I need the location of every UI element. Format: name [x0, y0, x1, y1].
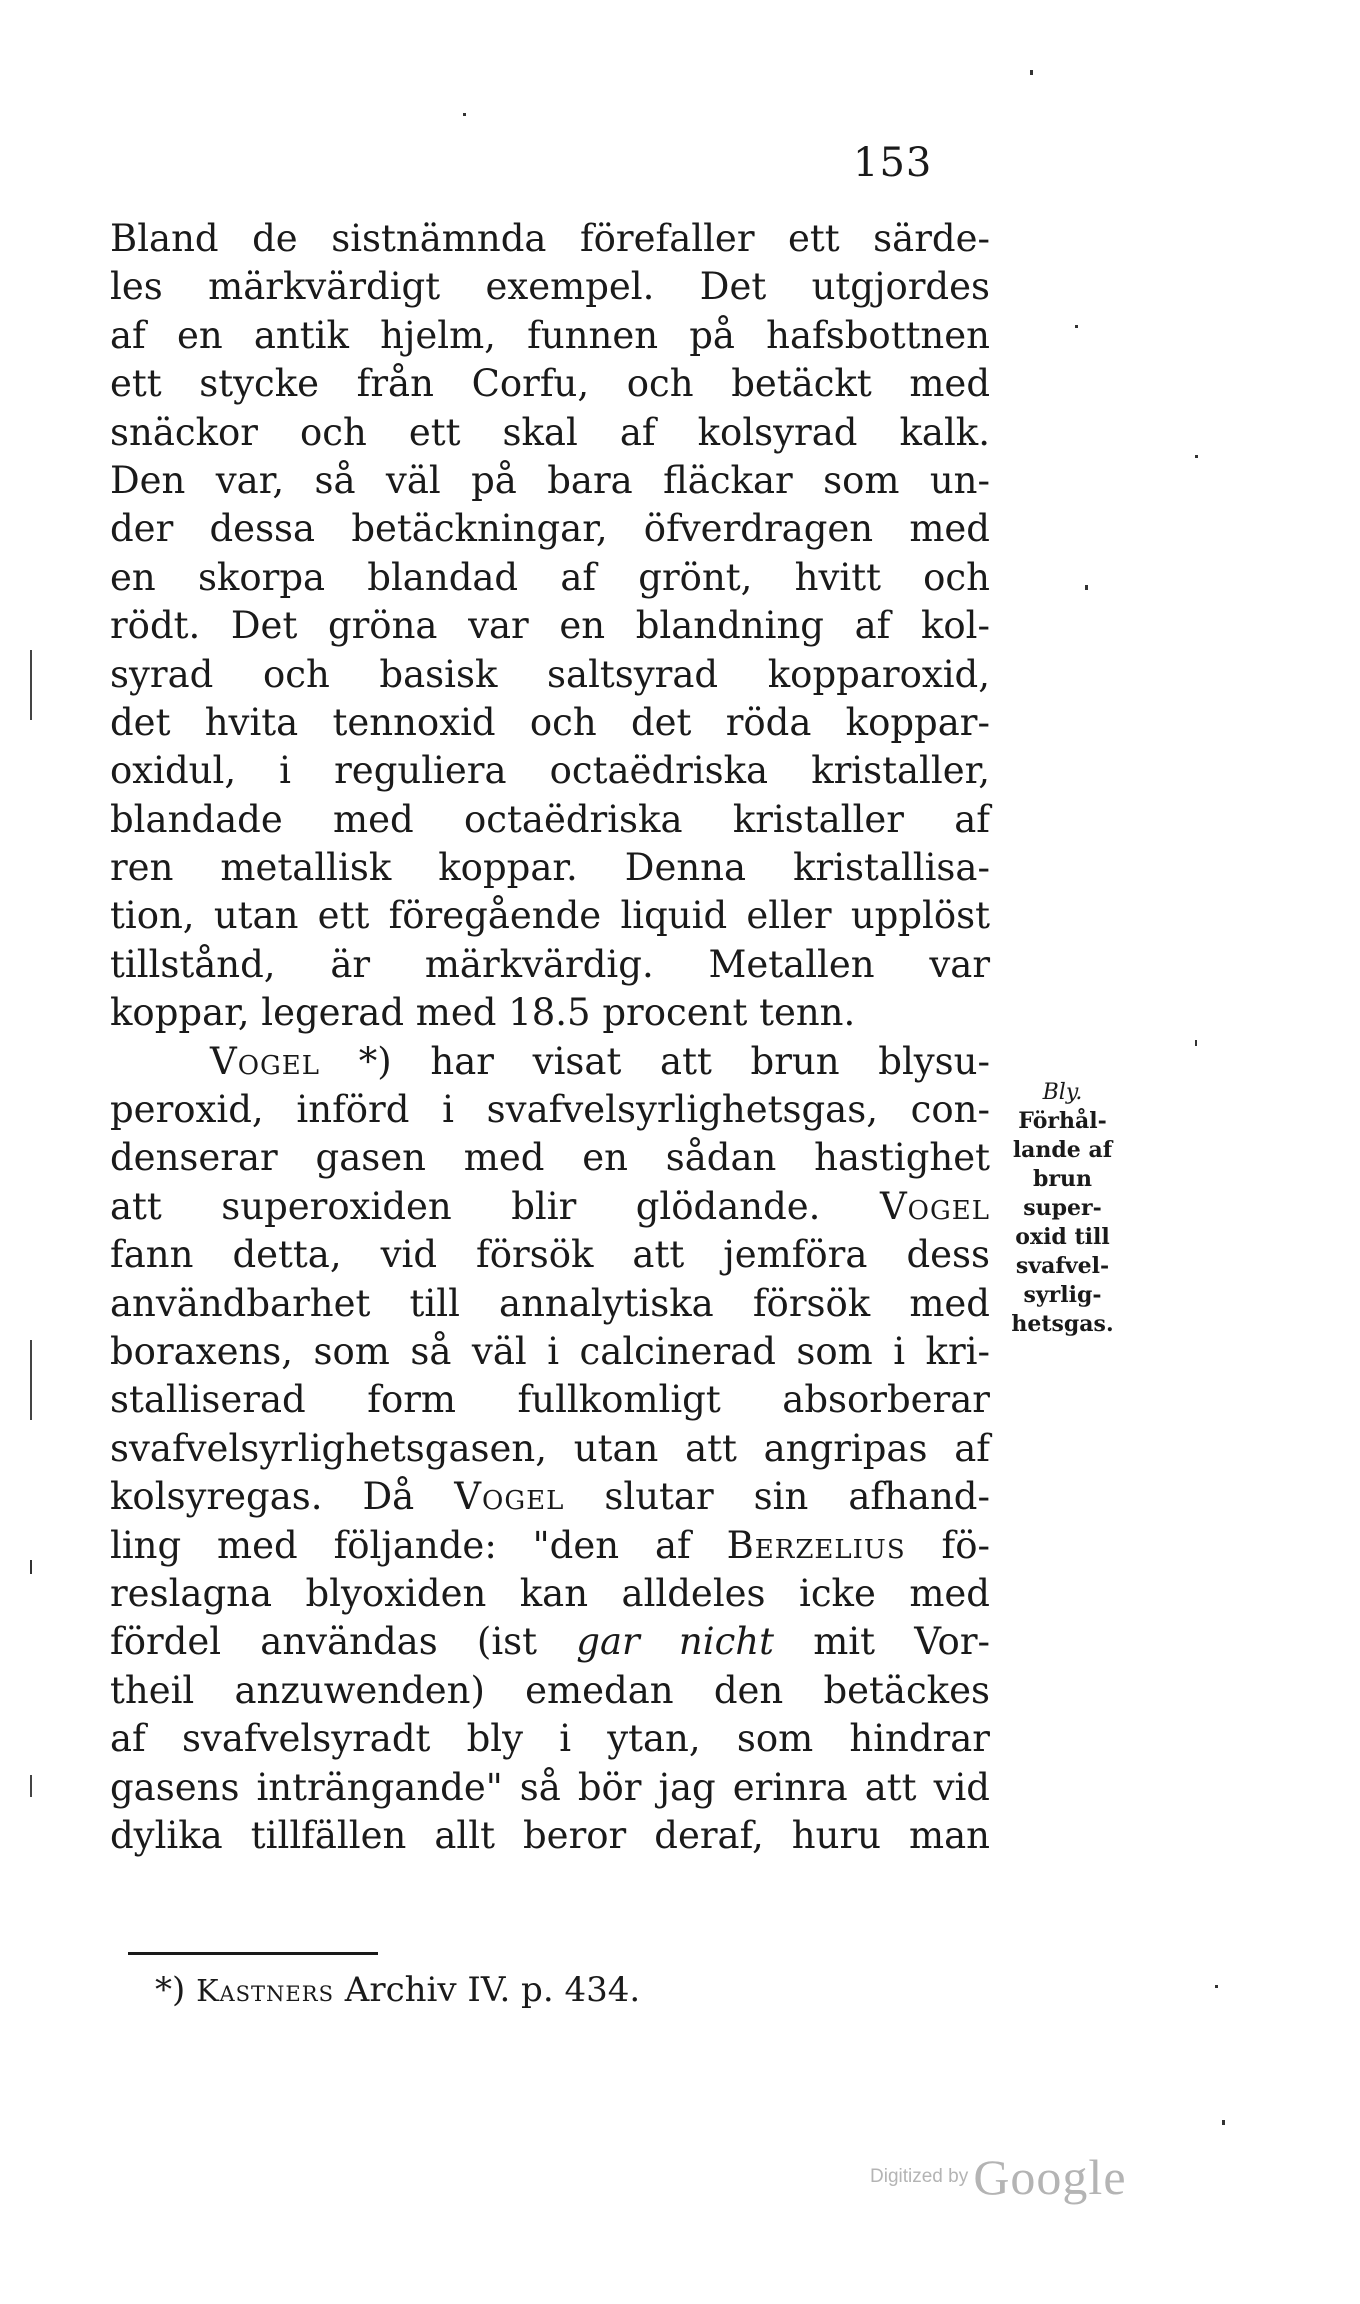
- margin-note-line: oxid till: [1015, 1224, 1110, 1250]
- text-line: Den var, så väl på bara fläckar som un-: [110, 458, 990, 502]
- text-line: blandade med octaëdriska kristaller af: [110, 797, 990, 841]
- text-line: fann detta, vid försök att jemföra dess: [110, 1233, 990, 1277]
- scan-mark: [30, 650, 32, 720]
- margin-note-line: brun: [1033, 1166, 1092, 1192]
- body-text: [110, 215, 990, 1860]
- text-line: [110, 1618, 990, 1666]
- footnote-divider: [128, 1952, 378, 1955]
- text-line: af svafvelsyradt bly i ytan, som hindrar: [110, 1717, 990, 1761]
- text-line: les märkvärdigt exempel. Det utgjordes: [110, 265, 990, 309]
- text-segment: fördel användas (ist: [110, 1620, 538, 1664]
- text-segment: att superoxiden blir glödande.: [110, 1184, 821, 1228]
- text-line: reslagna blyoxiden kan alldeles icke med: [110, 1571, 990, 1615]
- scan-mark: [30, 1340, 32, 1420]
- text-line: stalliserad form fullkomligt absorberar: [110, 1378, 990, 1422]
- scan-speck: [1215, 1985, 1218, 1988]
- scan-speck: [30, 1560, 32, 1574]
- text-line: der dessa betäckningar, öfverdragen med: [110, 507, 990, 551]
- author-name: Kastners: [196, 1974, 334, 2009]
- scan-speck: [1085, 585, 1088, 590]
- text-line: tillstånd, är märkvärdig. Metallen var: [110, 942, 990, 986]
- text-line: en skorpa blandad af grönt, hvitt och: [110, 555, 990, 599]
- scan-speck: [1030, 70, 1033, 75]
- text-segment: slutar sin afhand-: [604, 1475, 990, 1519]
- text-line: af en antik hjelm, funnen på hafsbottnen: [110, 313, 990, 357]
- footnote: [155, 1968, 640, 2014]
- footnote-text: Archiv IV. p. 434.: [344, 1970, 641, 2010]
- author-name: Vogel: [879, 1184, 990, 1228]
- author-name: Vogel: [210, 1039, 321, 1083]
- text-line: gasens inträngande" så bör jag erinra att vid: [110, 1765, 990, 1809]
- text-line: koppar, legerad med 18.5 procent tenn.: [110, 991, 856, 1035]
- margin-note-line: lande af: [1012, 1137, 1113, 1163]
- text-line: oxidul, i reguliera octaëdriska kristaller,: [110, 749, 990, 793]
- text-line: ren metallisk koppar. Denna kristallisa-: [110, 846, 990, 890]
- margin-note-line: Förhål-: [1018, 1108, 1107, 1134]
- text-segment: mit Vor-: [813, 1620, 991, 1664]
- scan-speck: [463, 113, 466, 116]
- author-name: Vogel: [454, 1475, 565, 1519]
- german-quote: gar nicht: [576, 1620, 774, 1664]
- digitized-watermark: [870, 2148, 1127, 2206]
- text-line: [110, 1522, 990, 1570]
- margin-note-line: syrlig-: [1023, 1282, 1102, 1308]
- scan-speck: [1195, 455, 1198, 458]
- text-line: användbarhet till annalytiska försök med: [110, 1281, 990, 1325]
- margin-note-line: hetsgas.: [1011, 1311, 1114, 1337]
- scan-speck: [1195, 1040, 1197, 1046]
- text-line: boraxens, som så väl i calcinerad som i kri-: [110, 1329, 990, 1373]
- text-line: peroxid, införd i svafvelsyrlighetsgas, con-: [110, 1088, 990, 1132]
- text-line: snäckor och ett skal af kolsyrad kalk.: [110, 410, 990, 454]
- text-segment: kolsyregas. Då: [110, 1475, 415, 1519]
- scan-mark: [30, 1775, 32, 1797]
- text-line: svafvelsyrlighetsgasen, utan att angripas af: [110, 1426, 990, 1470]
- author-name: Berzelius: [726, 1523, 906, 1567]
- text-line: [110, 1038, 990, 1086]
- margin-note-line: svafvel-: [1015, 1253, 1110, 1279]
- text-line: [110, 1473, 990, 1521]
- footnote-marker: *): [155, 1970, 186, 2010]
- text-segment: ling med följande: "den af: [110, 1523, 691, 1567]
- text-line: theil anzuwenden) emedan den betäckes: [110, 1668, 990, 1712]
- text-line: dylika tillfällen allt beror deraf, huru man: [110, 1813, 990, 1857]
- text-line: rödt. Det gröna var en blandning af kol-: [110, 604, 990, 648]
- text-line: [110, 1183, 990, 1231]
- margin-note: [1000, 1078, 1125, 1339]
- text-line: ett stycke från Corfu, och betäckt med: [110, 362, 990, 406]
- scan-speck: [1075, 325, 1078, 328]
- page-number: 153: [853, 140, 933, 186]
- margin-note-line: Bly.: [1042, 1080, 1083, 1105]
- text-line: tion, utan ett föregående liquid eller upplöst: [110, 894, 990, 938]
- text-segment: har visat att brun blysu-: [430, 1039, 990, 1083]
- text-line: det hvita tennoxid och det röda koppar-: [110, 700, 990, 744]
- scan-speck: [1222, 2120, 1225, 2125]
- text-segment: fö-: [941, 1523, 991, 1567]
- margin-note-line: super-: [1023, 1195, 1102, 1221]
- text-line: Bland de sistnämnda förefaller ett särde-: [110, 217, 990, 260]
- google-logo: Google: [973, 2149, 1127, 2205]
- text-line: syrad och basisk saltsyrad kopparoxid,: [110, 652, 990, 696]
- footnote-ref: *): [358, 1039, 392, 1083]
- watermark-prefix: Digitized by: [870, 2166, 969, 2187]
- text-line: denserar gasen med en sådan hastighet: [110, 1136, 990, 1180]
